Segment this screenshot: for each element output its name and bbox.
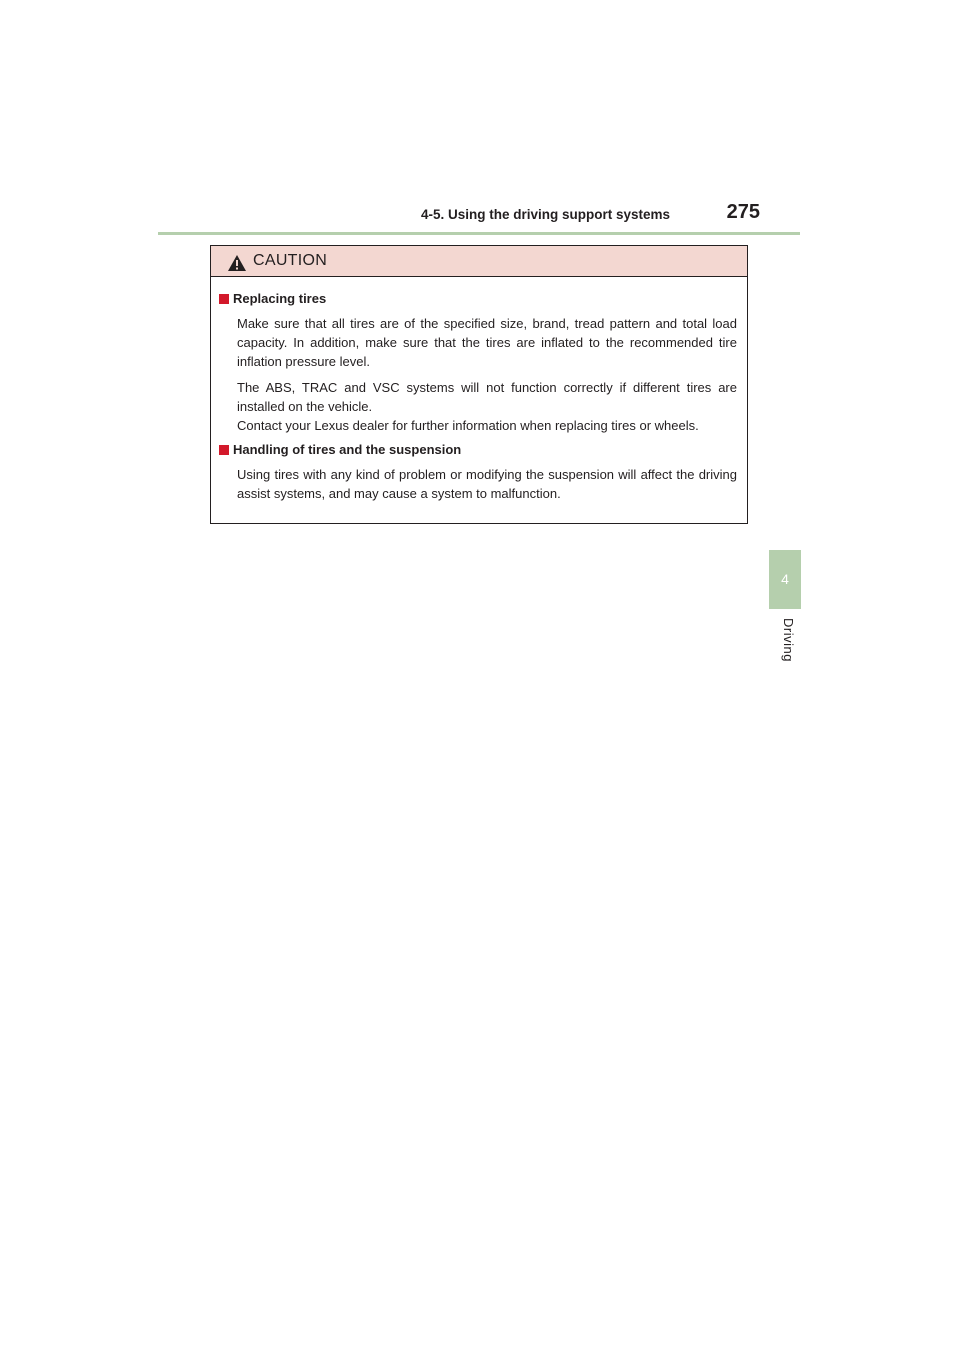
paragraph: Make sure that all tires are of the specified size, brand, tread pattern and total load capacity. In addition, make sure that the tires are inflated to the recommended tire inflation pressure level. xyxy=(237,316,737,369)
square-bullet-icon xyxy=(219,294,229,304)
paragraph: Contact your Lexus dealer for further information when replacing tires or wheels. xyxy=(237,418,699,433)
chapter-label: Driving xyxy=(781,618,796,662)
caution-header xyxy=(211,246,747,277)
caution-box xyxy=(210,245,748,524)
paragraph: The ABS, TRAC and VSC systems will not function correctly if different tires are installed on the vehicle. xyxy=(237,380,737,414)
item-heading-text: Replacing tires xyxy=(233,291,327,306)
item-heading-handling-tires xyxy=(219,442,737,457)
paragraph: Using tires with any kind of problem or modifying the suspension will affect the driving assist systems, and may cause a system to malfunction. xyxy=(237,467,737,501)
caution-body xyxy=(211,277,747,503)
chapter-tab: 4 xyxy=(769,550,801,609)
caution-label: CAUTION xyxy=(253,252,328,269)
page-number: 275 xyxy=(726,201,760,223)
warning-triangle-icon xyxy=(227,254,247,272)
header-divider xyxy=(158,232,800,235)
section-title: 4-5. Using the driving support systems xyxy=(420,207,670,222)
item-heading-replacing-tires xyxy=(219,291,737,306)
square-bullet-icon xyxy=(219,445,229,455)
item-heading-text: Handling of tires and the suspension xyxy=(233,442,462,457)
